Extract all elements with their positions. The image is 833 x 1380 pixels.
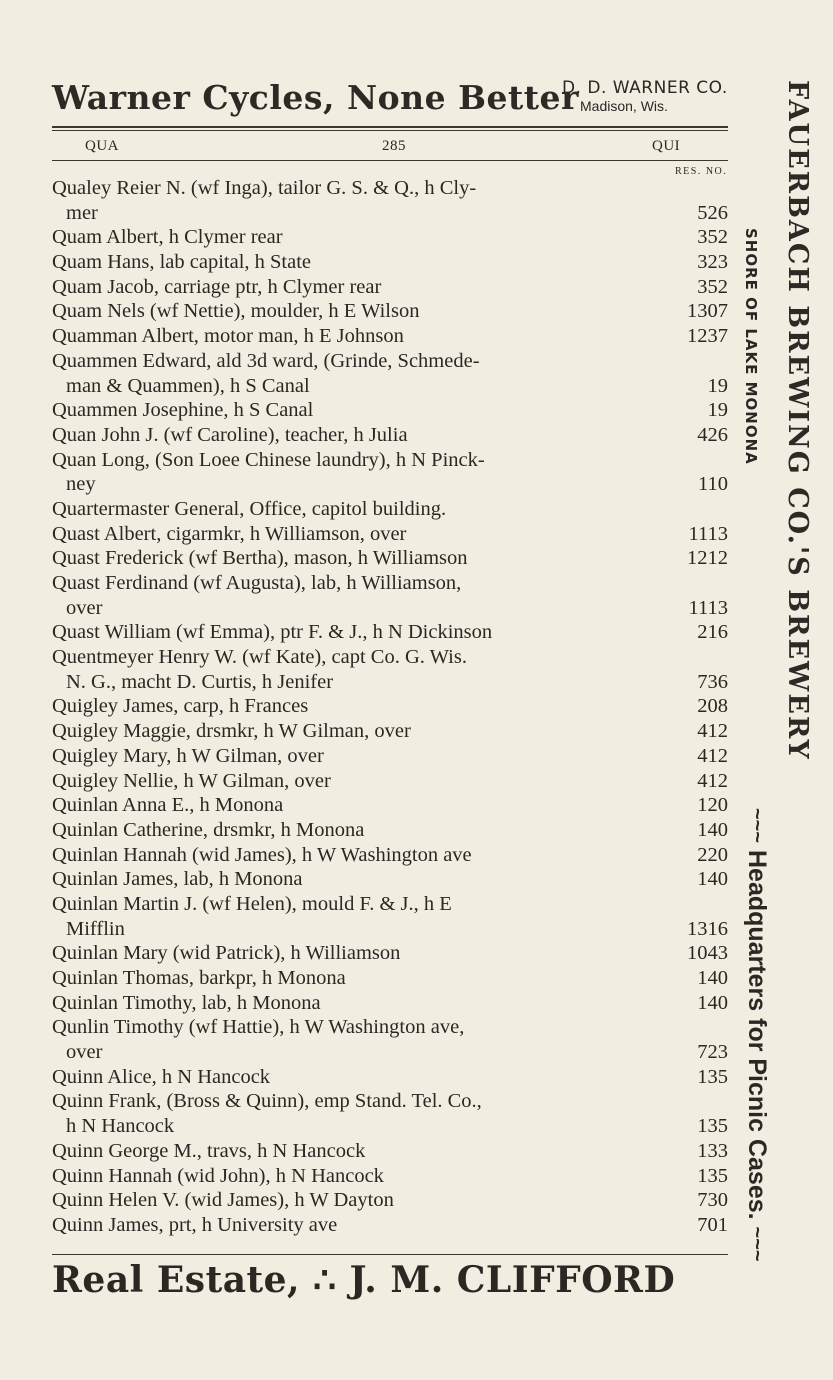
residence-number: 1307 bbox=[687, 300, 728, 323]
entry-line-text: Quigley Nellie, h W Gilman, over bbox=[52, 769, 331, 792]
entry-text bbox=[52, 1188, 728, 1213]
entry-line-text: Quinn Hannah (wid John), h N Hancock bbox=[52, 1164, 384, 1187]
residence-number: 135 bbox=[697, 1115, 728, 1138]
residence-number: 723 bbox=[697, 1041, 728, 1064]
directory-entry bbox=[52, 991, 728, 1016]
residence-number: 352 bbox=[697, 226, 728, 249]
entry-line-text: Quan Long, (Son Loee Chinese laundry), h N Pinck- bbox=[52, 448, 485, 471]
entry-text bbox=[52, 793, 728, 818]
entry-line-text: Quartermaster General, Office, capitol building. bbox=[52, 497, 447, 520]
residence-number: 140 bbox=[697, 967, 728, 989]
brewery-location: SHORE OF LAKE MONONA bbox=[742, 228, 760, 465]
directory-entry bbox=[52, 1089, 728, 1138]
entry-text bbox=[52, 497, 728, 522]
entry-line-text: Quinn James, prt, h University ave bbox=[52, 1213, 338, 1236]
directory-entry bbox=[52, 448, 728, 497]
entry-line-text: Quast Frederick (wf Bertha), mason, h Williamson bbox=[52, 547, 468, 570]
brewery-side-ad: FAUERBACH BREWING CO.'S BREWERY bbox=[782, 80, 813, 761]
residence-number: 412 bbox=[697, 744, 728, 767]
residence-number: 133 bbox=[697, 1139, 728, 1162]
directory-entry bbox=[52, 546, 728, 571]
entry-line-text: Quast William (wf Emma), ptr F. & J., h N Dickinson bbox=[52, 621, 493, 644]
residence-number: 19 bbox=[707, 399, 728, 422]
directory-entry bbox=[52, 818, 728, 843]
entry-text-continued bbox=[52, 1040, 728, 1065]
entry-line-text: Quinn George M., travs, h N Hancock bbox=[52, 1139, 366, 1162]
header-rule-thin bbox=[52, 130, 728, 131]
entry-text bbox=[52, 818, 728, 843]
entry-text bbox=[52, 571, 728, 596]
residence-number: 412 bbox=[697, 720, 728, 743]
entry-line-text: Quammen Edward, ald 3d ward, (Grinde, Schmede- bbox=[52, 349, 480, 372]
directory-entry bbox=[52, 522, 728, 547]
entry-text-continued bbox=[52, 201, 728, 226]
entry-text bbox=[52, 1164, 728, 1189]
directory-entry bbox=[52, 250, 728, 275]
entry-text-continued bbox=[52, 374, 728, 399]
entry-text bbox=[52, 867, 728, 892]
entry-text bbox=[52, 349, 728, 374]
entry-text bbox=[52, 324, 728, 349]
entry-text-continued bbox=[52, 472, 728, 497]
directory-entry bbox=[52, 1188, 728, 1213]
entry-line-text: mer bbox=[66, 201, 98, 224]
directory-entry bbox=[52, 941, 728, 966]
residence-number: 120 bbox=[697, 794, 728, 817]
company-city: Madison, Wis. bbox=[580, 98, 668, 114]
residence-number: 135 bbox=[697, 1065, 728, 1088]
top-advertisement bbox=[52, 78, 732, 122]
residence-number: 140 bbox=[697, 818, 728, 841]
entry-line-text: Quamman Albert, motor man, h E Johnson bbox=[52, 325, 404, 348]
entry-line-text: Quinlan James, lab, h Monona bbox=[52, 868, 303, 891]
entry-line-text: Quinn Frank, (Bross & Quinn), emp Stand. Tel. Co., bbox=[52, 1090, 482, 1113]
entry-line-text: Quam Nels (wf Nettie), moulder, h E Wilson bbox=[52, 300, 420, 323]
entry-line-text: Quam Hans, lab capital, h State bbox=[52, 251, 312, 274]
entry-line-text: Quigley Maggie, drsmkr, h W Gilman, over bbox=[52, 720, 411, 743]
directory-entry bbox=[52, 694, 728, 719]
residence-number: 730 bbox=[697, 1189, 728, 1212]
residence-number: 140 bbox=[697, 868, 728, 891]
entry-line-text: over bbox=[66, 1041, 103, 1064]
residence-number-label: RES. NO. bbox=[675, 166, 728, 177]
entry-line-text: Quigley James, carp, h Frances bbox=[52, 695, 309, 718]
entry-text bbox=[52, 966, 728, 991]
residence-number: 135 bbox=[697, 1164, 728, 1187]
directory-entry bbox=[52, 1213, 728, 1238]
residence-number: 323 bbox=[697, 251, 728, 274]
entry-line-text: Quinlan Catherine, drsmkr, h Monona bbox=[52, 818, 365, 841]
directory-entry bbox=[52, 571, 728, 620]
entry-line-text: Quinlan Mary (wid Patrick), h Williamson bbox=[52, 942, 401, 965]
directory-entries bbox=[52, 176, 728, 1238]
residence-number: 1113 bbox=[688, 596, 728, 619]
entry-line-text: Quinn Helen V. (wid James), h W Dayton bbox=[52, 1189, 394, 1212]
warner-company bbox=[562, 80, 782, 113]
entry-text bbox=[52, 1015, 728, 1040]
company-name: D. D. WARNER CO. bbox=[562, 78, 728, 98]
residence-number: 208 bbox=[697, 695, 728, 718]
entry-line-text: Quammen Josephine, h S Canal bbox=[52, 399, 314, 422]
directory-entry bbox=[52, 423, 728, 448]
warner-slogan: Warner Cycles, None Better bbox=[52, 78, 579, 117]
entry-text bbox=[52, 892, 728, 917]
entry-text bbox=[52, 1089, 728, 1114]
directory-entry bbox=[52, 1164, 728, 1189]
entry-text bbox=[52, 398, 728, 423]
entry-line-text: Quan John J. (wf Caroline), teacher, h Julia bbox=[52, 423, 408, 446]
entry-text bbox=[52, 1213, 728, 1238]
directory-entry bbox=[52, 225, 728, 250]
footer-rule bbox=[52, 1254, 728, 1255]
entry-line-text: Quinn Alice, h N Hancock bbox=[52, 1065, 271, 1088]
entry-line-text: h N Hancock bbox=[66, 1115, 175, 1138]
entry-text bbox=[52, 448, 728, 473]
entry-line-text: Qunlin Timothy (wf Hattie), h W Washington ave, bbox=[52, 1016, 465, 1039]
entry-line-text: Quinlan Hannah (wid James), h W Washington ave bbox=[52, 843, 472, 866]
residence-number: 1237 bbox=[687, 325, 728, 348]
brewery-tagline: Headquarters for Picnic Cases. bbox=[743, 850, 771, 1220]
entry-text bbox=[52, 744, 728, 769]
directory-entry bbox=[52, 645, 728, 694]
directory-entry bbox=[52, 1015, 728, 1064]
directory-entry bbox=[52, 769, 728, 794]
entry-text-continued bbox=[52, 670, 728, 695]
entry-line-text: ney bbox=[66, 473, 96, 496]
entry-text bbox=[52, 991, 728, 1016]
residence-number: 19 bbox=[707, 374, 728, 397]
directory-entry bbox=[52, 497, 728, 522]
entry-text bbox=[52, 225, 728, 250]
entry-line-text: Quinlan Timothy, lab, h Monona bbox=[52, 991, 321, 1014]
entry-text-continued bbox=[52, 1114, 728, 1139]
directory-entry bbox=[52, 719, 728, 744]
entry-text bbox=[52, 1065, 728, 1090]
entry-line-text: Quinlan Thomas, barkpr, h Monona bbox=[52, 967, 346, 989]
entry-line-text: Quentmeyer Henry W. (wf Kate), capt Co. G. Wis. bbox=[52, 646, 467, 669]
directory-entry bbox=[52, 966, 728, 991]
flourish-right: ~~~ bbox=[746, 1226, 768, 1262]
flourish-left: ~~~ bbox=[746, 808, 768, 844]
residence-number: 701 bbox=[697, 1213, 728, 1236]
entry-line-text: man & Quammen), h S Canal bbox=[66, 374, 310, 397]
entry-line-text: Qualey Reier N. (wf Inga), tailor G. S. & Q., h Cly- bbox=[52, 177, 477, 199]
residence-number: 412 bbox=[697, 769, 728, 792]
entry-text bbox=[52, 694, 728, 719]
directory-entry bbox=[52, 176, 728, 225]
entry-text bbox=[52, 275, 728, 300]
entry-line-text: Quinlan Anna E., h Monona bbox=[52, 794, 284, 817]
entry-line-text: Quam Albert, h Clymer rear bbox=[52, 226, 283, 249]
residence-number: 426 bbox=[697, 423, 728, 446]
directory-entry bbox=[52, 892, 728, 941]
entry-line-text: Quinlan Martin J. (wf Helen), mould F. & J., h E bbox=[52, 892, 452, 915]
directory-entry bbox=[52, 324, 728, 349]
directory-entry bbox=[52, 620, 728, 645]
footer-advertisement: Real Estate, ∴ J. M. CLIFFORD bbox=[52, 1259, 676, 1301]
entry-line-text: Quast Albert, cigarmkr, h Williamson, over bbox=[52, 522, 407, 545]
brewery-tagline-block bbox=[742, 808, 771, 1262]
residence-number: 1043 bbox=[687, 942, 728, 965]
entry-text bbox=[52, 423, 728, 448]
entry-text bbox=[52, 522, 728, 547]
directory-entry bbox=[52, 843, 728, 868]
residence-number: 1316 bbox=[687, 917, 728, 940]
entry-line-text: Quigley Mary, h W Gilman, over bbox=[52, 744, 324, 767]
directory-entry bbox=[52, 1139, 728, 1164]
directory-entry bbox=[52, 275, 728, 300]
entry-text bbox=[52, 1139, 728, 1164]
residence-number: 1212 bbox=[687, 547, 728, 570]
entry-text bbox=[52, 176, 728, 201]
entry-text bbox=[52, 250, 728, 275]
residence-number: 1113 bbox=[688, 522, 728, 545]
entry-text bbox=[52, 620, 728, 645]
residence-number: 110 bbox=[698, 473, 728, 496]
residence-number: 736 bbox=[697, 670, 728, 693]
directory-entry bbox=[52, 398, 728, 423]
entry-text-continued bbox=[52, 596, 728, 621]
residence-number: 216 bbox=[697, 621, 728, 644]
residence-number: 526 bbox=[697, 201, 728, 224]
entry-text bbox=[52, 941, 728, 966]
entry-text-continued bbox=[52, 917, 728, 942]
entry-text bbox=[52, 719, 728, 744]
entry-line-text: over bbox=[66, 596, 103, 619]
entry-line-text: Quast Ferdinand (wf Augusta), lab, h Williamson, bbox=[52, 572, 462, 594]
guide-rule bbox=[52, 160, 728, 161]
entry-text bbox=[52, 769, 728, 794]
header-rule bbox=[52, 126, 728, 128]
entry-text bbox=[52, 843, 728, 868]
entry-line-text: Mifflin bbox=[66, 917, 125, 940]
page-number: 285 bbox=[382, 138, 406, 154]
directory-entry bbox=[52, 349, 728, 398]
residence-number: 220 bbox=[697, 843, 728, 866]
entry-line-text: N. G., macht D. Curtis, h Jenifer bbox=[66, 670, 334, 693]
guide-word-left: QUA bbox=[85, 138, 119, 154]
entry-line-text: Quam Jacob, carriage ptr, h Clymer rear bbox=[52, 275, 382, 298]
directory-entry bbox=[52, 1065, 728, 1090]
entry-text bbox=[52, 299, 728, 324]
directory-entry bbox=[52, 867, 728, 892]
directory-entry bbox=[52, 299, 728, 324]
directory-entry bbox=[52, 744, 728, 769]
guide-word-right: QUI bbox=[652, 138, 681, 154]
entry-text bbox=[52, 645, 728, 670]
residence-number: 140 bbox=[697, 991, 728, 1014]
residence-number: 352 bbox=[697, 275, 728, 298]
directory-entry bbox=[52, 793, 728, 818]
entry-text bbox=[52, 546, 728, 571]
